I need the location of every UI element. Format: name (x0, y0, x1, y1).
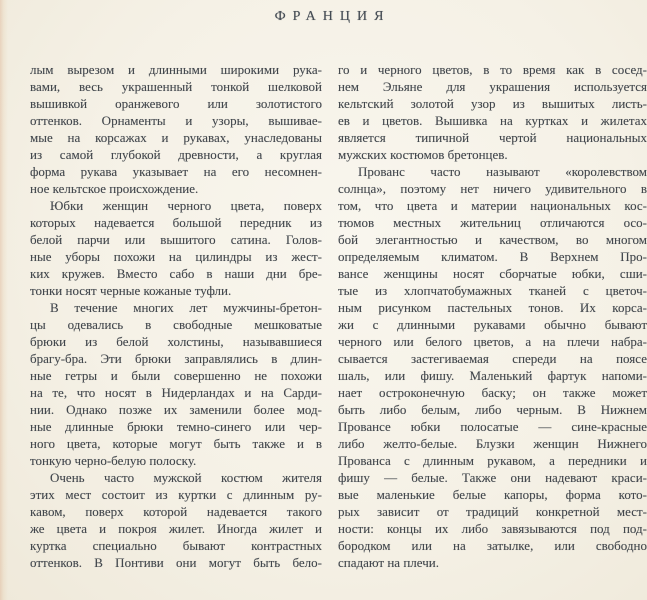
text-line: ные уборы похожи на цилиндры из жест- (30, 249, 322, 264)
text-line: тые из хлопчатобумажных тканей с цветоч- (338, 283, 647, 298)
text-line: Провансе юбки полосатые — сине-красные (338, 419, 647, 434)
text-line: на те, что носят в Нидерландах и на Сарди- (30, 385, 322, 400)
text-line: определяемым климатом. В Верхнем Про- (338, 249, 647, 264)
text-line: бой элегантностью и качеством, во многом (338, 232, 647, 247)
text-line: белой парчи или вышитого сатина. Голов- (30, 232, 322, 247)
text-line: которых надевается большой передник из (30, 215, 322, 230)
text-line: нем Эльяне для украшения используется (338, 79, 647, 94)
text-line: тюмов местных жительниц отличаются осо- (338, 215, 647, 230)
text-line: нает остроконечную баску; он также может (338, 385, 647, 400)
page-edge-shadow (0, 0, 8, 600)
text-line: цы одевались в свободные мешковатые (30, 317, 322, 332)
text-line: бородком или на затылке, или свободно (338, 538, 647, 553)
text-line: вые маленькие белые капоры, форма кото- (338, 487, 647, 502)
text-line: спадают на плечи. (338, 555, 439, 570)
text-line: вышивкой оранжевого или золотистого (30, 96, 322, 111)
text-line: оттенков. Орнаменты и узоры, вышивае- (30, 113, 322, 128)
text-line: брюки из белой холстины, называвшиеся (30, 334, 322, 349)
text-line: этих мест состоит из куртки с длинным ру- (30, 487, 322, 502)
text-line: Юбки женщин черного цвета, поверх (50, 198, 322, 213)
text-line: ких кружев. Вместо сабо в наши дни бре- (30, 266, 322, 281)
text-line: вами, весь украшенный тонкой шелковой (30, 79, 322, 94)
text-line: ное кельтское происхождение. (30, 181, 199, 196)
column-left (30, 61, 322, 571)
text-line: ные гетры и были совершенно не похожи (30, 368, 322, 383)
text-line: мые на корсажах и рукавах, унаследованы (30, 130, 322, 145)
text-line: оттенков. В Понтиви они могут быть бело- (30, 555, 322, 570)
text-line: ности: концы их либо завязываются под под- (338, 521, 647, 536)
text-line: сывается застегиваемая спереди на поясе (338, 351, 647, 366)
text-line: солнца», поэтому нет ничего удивительного в (338, 181, 647, 196)
text-line: ным рисунком пастельных тонов. Их корса- (338, 300, 647, 315)
text-line: рых зависит от традиций конкретной мест- (338, 504, 647, 519)
text-line: шаль, или фишу. Маленький фартук напоми- (338, 368, 647, 383)
text-line: кельтский золотой узор из вышитых листь- (338, 96, 647, 111)
text-line: В течение многих лет мужчины-бретон- (50, 300, 322, 315)
text-line: ного цвета, которые могут быть также и в (30, 436, 322, 451)
text-line: жи с длинными рукавами обычно бывают (338, 317, 647, 332)
text-line: Очень часто мужской костюм жителя (50, 470, 322, 485)
text-line: либо желто-белые. Блузки женщин Нижнего (338, 436, 647, 451)
text-line: куртка специально бывают контрастных (30, 538, 322, 553)
text-line: лым вырезом и длинными широкими рука- (30, 62, 322, 77)
text-line: вансе женщины носят сборчатые юбки, сши- (338, 266, 647, 281)
text-line: фишу — белые. Также они надевают краси- (338, 470, 647, 485)
text-line: Прованс часто называют «королевством (358, 164, 647, 179)
text-line: является типичной чертой национальных (338, 130, 647, 145)
page-title: ФРАНЦИЯ (274, 9, 391, 24)
text-line: из самой глубокой древности, а круглая (30, 147, 322, 162)
text-line: нии. Однако позже их заменили более мод- (30, 402, 322, 417)
text-line: же цвета и покроя жилет. Иногда жилет и (30, 521, 322, 536)
text-line: форма рукава указывает на его несомнен- (30, 164, 322, 179)
text-line: ные длинные брюки темно-синего или чер- (30, 419, 322, 434)
text-line: Прованса с длинным рукавом, а передники и (338, 453, 647, 468)
text-line: го и черного цветов, в то время как в сосед- (338, 62, 647, 77)
text-line: том, что цвета и материи национальных кос- (338, 198, 647, 213)
column-right (338, 61, 647, 571)
text-line: тонки носят черные кожаные туфли. (30, 283, 232, 298)
text-line: тонкую черно-белую полоску. (30, 453, 197, 468)
text-line: мужских костюмов бретонцев. (338, 147, 508, 162)
text-line: кавом, поверх которой надевается такого (30, 504, 322, 519)
text-line: быть либо белым, либо черным. В Нижнем (338, 402, 647, 417)
text-line: брагу-бра. Эти брюки заправлялись в длин- (30, 351, 322, 366)
text-line: черного или белого цветов, а на плечи набра- (338, 334, 647, 349)
text-columns (30, 61, 647, 571)
text-line: ев и цветов. Вышивка на куртках и жилетах (338, 113, 647, 128)
